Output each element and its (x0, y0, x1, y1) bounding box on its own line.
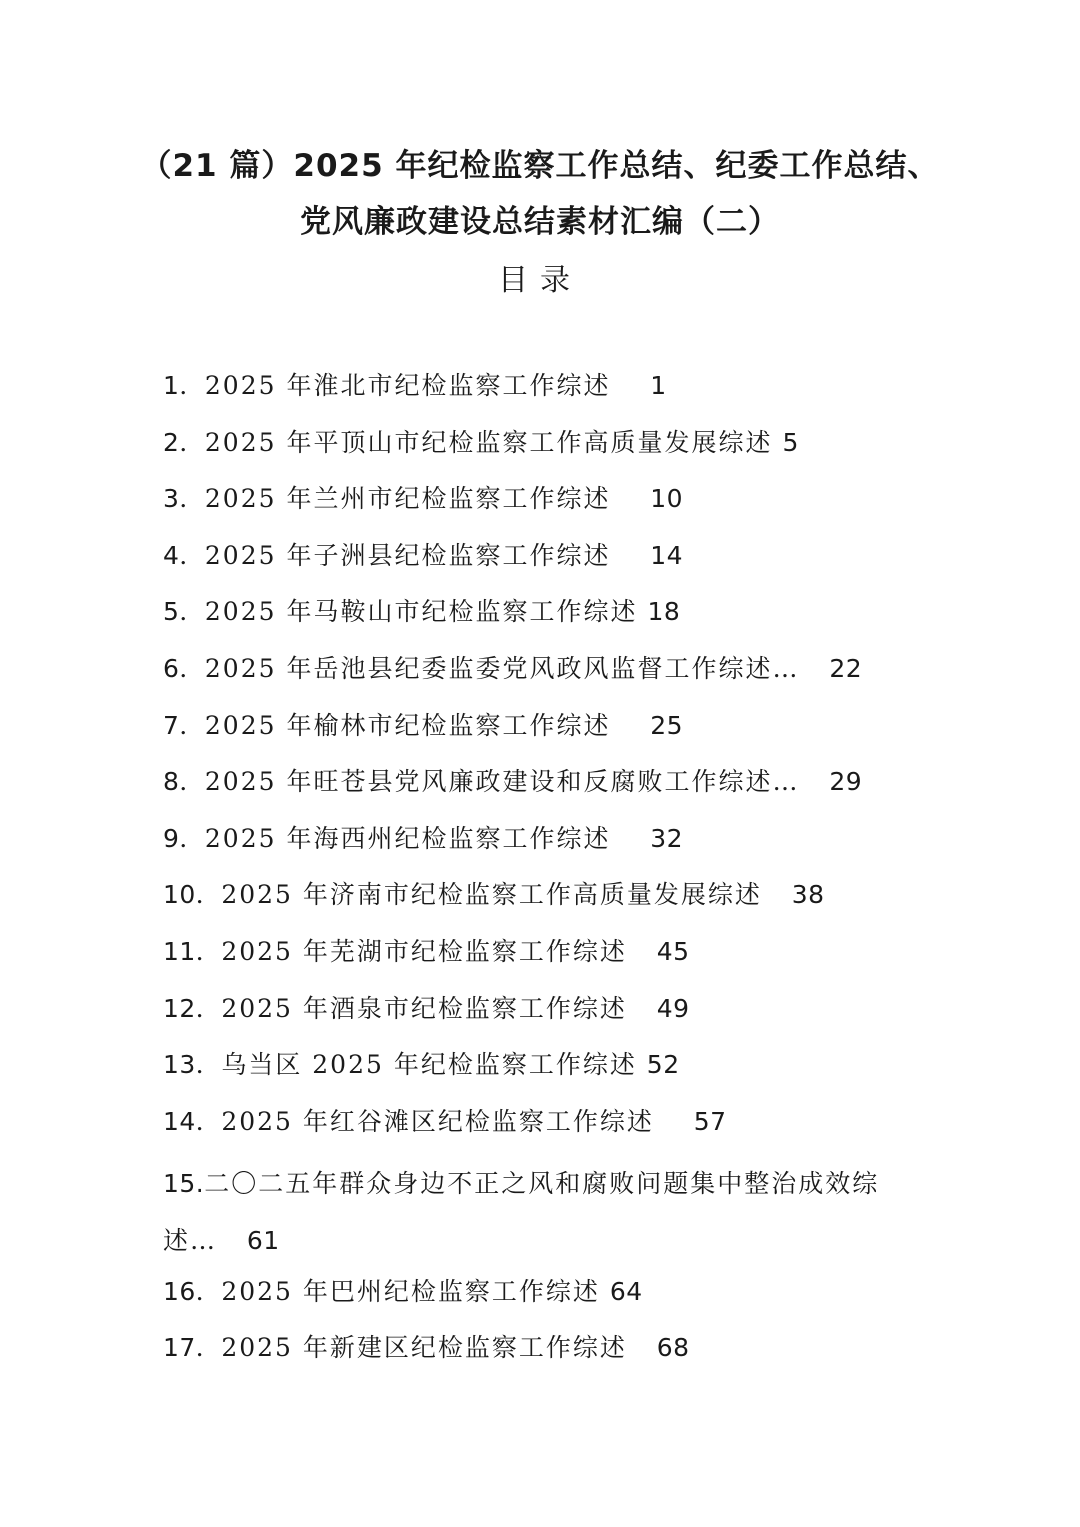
toc-entry-page: 52 (646, 1050, 680, 1080)
toc-entry[interactable] (163, 590, 963, 647)
toc-entry-page: 18 (647, 597, 681, 627)
toc-heading: 目录 (498, 263, 582, 298)
toc-entry-page: 61 (246, 1225, 280, 1255)
toc-entry-page: 49 (656, 993, 690, 1023)
table-of-contents (163, 364, 963, 1383)
toc-entry-number: 2． (163, 427, 205, 457)
toc-entry-number: 15. (163, 1169, 205, 1199)
toc-entry-page: 22 (829, 653, 863, 683)
toc-entry[interactable] (163, 1100, 963, 1157)
toc-entry[interactable] (163, 477, 963, 534)
toc-entry[interactable] (163, 1270, 963, 1327)
toc-entry[interactable] (163, 704, 963, 761)
toc-entry-page: 32 (650, 823, 684, 853)
toc-entry-number: 14． (163, 1106, 222, 1136)
toc-entry-title: 乌当区 2025 年纪检监察工作综述 (221, 1050, 637, 1080)
toc-entry-number: 7． (163, 710, 205, 740)
toc-entry[interactable] (163, 987, 963, 1044)
toc-entry-page: 10 (650, 484, 684, 514)
toc-entry-title: 2025 年济南市纪检监察工作高质量发展综述 (221, 880, 762, 910)
toc-entry-page: 64 (609, 1276, 643, 1306)
toc-entry[interactable] (163, 647, 963, 704)
document-title-line2: 党风廉政建设总结素材汇编（二） (300, 204, 780, 240)
toc-entry-page: 57 (693, 1106, 727, 1136)
toc-entry-number: 1． (163, 371, 205, 400)
toc-entry-title: 2025 年芜湖市纪检监察工作综述 (221, 936, 627, 966)
toc-entry-title: 2025 年新建区纪检监察工作综述 (221, 1333, 627, 1363)
toc-entry-number: 9． (163, 823, 205, 853)
document-title-line1: （21 篇）2025 年纪检监察工作总结、纪委工作总结、 (140, 148, 940, 184)
toc-entry-title: 2025 年淮北市纪检监察工作综述 (204, 371, 611, 400)
toc-entry-number: 16． (163, 1276, 222, 1306)
toc-entry-title: 2025 年平顶山市纪检监察工作高质量发展综述 (204, 427, 773, 457)
toc-entry-title: 2025 年巴州纪检监察工作综述 (221, 1276, 600, 1306)
toc-entry-number: 3． (163, 484, 205, 514)
toc-entry[interactable] (163, 817, 963, 874)
toc-entry[interactable] (163, 1326, 963, 1383)
toc-entry-title: 2025 年兰州市纪检监察工作综述 (204, 484, 611, 514)
toc-entry-title: 2025 年酒泉市纪检监察工作综述 (221, 993, 627, 1023)
toc-entry-page: 29 (829, 767, 863, 797)
toc-entry[interactable] (163, 534, 963, 591)
toc-entry-title: 2025 年岳池县纪委监委党风政风监督工作综述… (204, 653, 800, 683)
toc-entry-number: 6． (163, 653, 205, 683)
toc-entry-page: 68 (656, 1333, 690, 1363)
toc-entry-title: 2025 年子洲县纪检监察工作综述 (204, 540, 611, 570)
toc-entry[interactable] (163, 364, 963, 421)
toc-entry-title: 2025 年海西州纪检监察工作综述 (204, 823, 611, 853)
toc-entry-page: 45 (656, 936, 690, 966)
toc-entry-number: 5． (163, 597, 205, 627)
toc-entry-title: 二〇二五年群众身边不正之风和腐败问题集中整治成效综述… (163, 1169, 880, 1255)
toc-entry-page: 25 (650, 710, 684, 740)
toc-entry-number: 13． (163, 1050, 222, 1080)
toc-entry-page: 14 (650, 540, 684, 570)
toc-entry-title: 2025 年红谷滩区纪检监察工作综述 (221, 1106, 654, 1136)
toc-entry-page: 38 (791, 880, 825, 910)
toc-entry-number: 8． (163, 767, 205, 797)
toc-entry-page: 5 (782, 427, 799, 457)
toc-entry-page: 1 (650, 371, 667, 400)
toc-entry-title: 2025 年旺苍县党风廉政建设和反腐败工作综述… (204, 767, 800, 797)
toc-entry[interactable] (163, 1156, 923, 1269)
toc-entry-number: 11． (163, 936, 222, 966)
toc-entry[interactable] (163, 421, 963, 478)
toc-entry-number: 4． (163, 540, 205, 570)
toc-entry-title: 2025 年榆林市纪检监察工作综述 (204, 710, 611, 740)
toc-entry[interactable] (163, 930, 963, 987)
toc-entry-number: 17． (163, 1333, 222, 1363)
toc-entry[interactable] (163, 873, 963, 930)
toc-entry-title: 2025 年马鞍山市纪检监察工作综述 (204, 597, 638, 627)
toc-entry[interactable] (163, 1043, 963, 1100)
toc-entry[interactable] (163, 760, 963, 817)
toc-entry-number: 10． (163, 880, 222, 910)
toc-entry-number: 12． (163, 993, 222, 1023)
